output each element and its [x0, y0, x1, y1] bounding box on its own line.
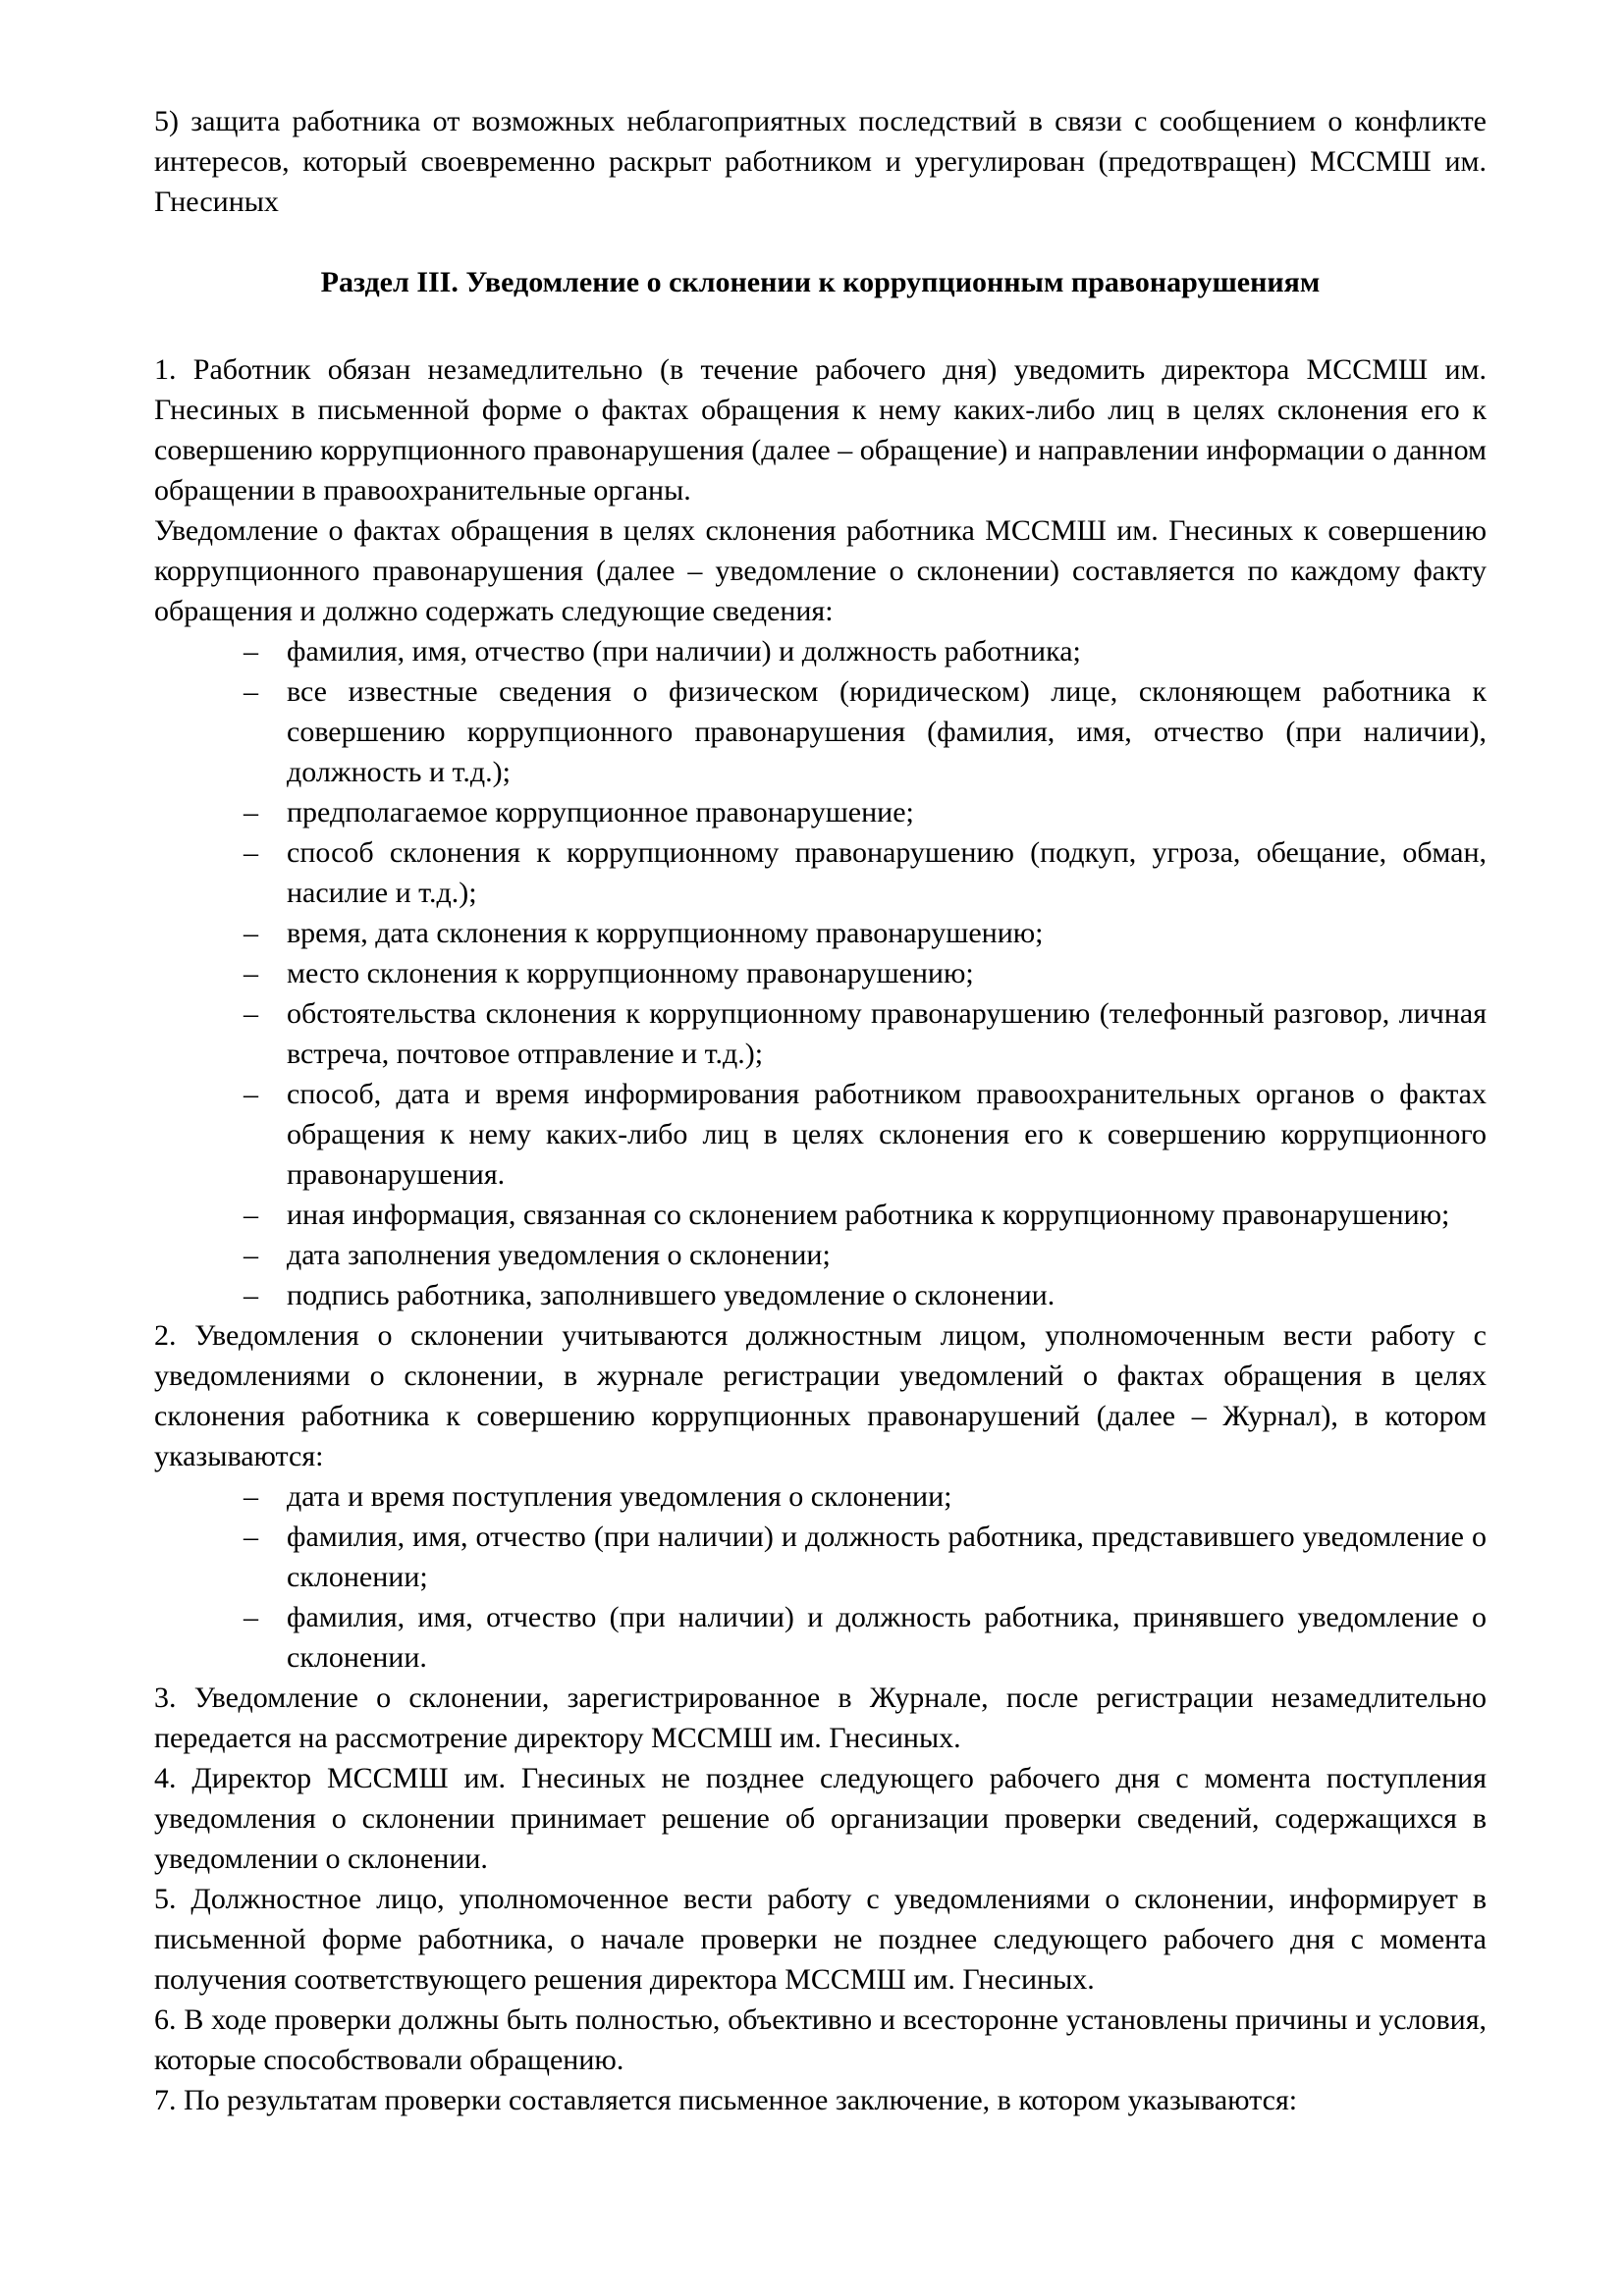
journal-details-list	[154, 1476, 1487, 1678]
list-item-text: предполагаемое коррупционное правонарушение;	[287, 796, 914, 828]
intro-paragraph: 5) защита работника от возможных неблагоприятных последствий в связи с сообщением о конфликте интересов, который своевременно раскрыт работником и урегулирован (предотвращен) МССМШ им. Гнесиных	[154, 105, 1487, 218]
document-body	[154, 101, 1487, 2120]
paragraph-4: 4. Директор МССМШ им. Гнесиных не позднее следующего рабочего дня с момента поступления уведомления о склонении принимает решение об организации проверки сведений, содержащихся в уведомлении о склонении.	[154, 1762, 1487, 1875]
list-item	[154, 1235, 1487, 1275]
list-item	[154, 1517, 1487, 1597]
paragraph-1: 1. Работник обязан незамедлительно (в течение рабочего дня) уведомить директора МССМШ им. Гнесиных в письменной форме о фактах обращения к нему каких-либо лиц в целях склонения его к совершению коррупционного правонарушения (далее – обращение) и направлении информации о данном обращении в правоохранительные органы.	[154, 353, 1487, 507]
list-item-text: дата заполнения уведомления о склонении;	[287, 1239, 831, 1271]
list-item	[154, 1597, 1487, 1678]
list-item	[154, 953, 1487, 993]
section-heading: Раздел III. Уведомление о склонении к коррупционным правонарушениям	[320, 266, 1321, 298]
dash-bullet: –	[244, 675, 258, 708]
dash-bullet: –	[244, 997, 258, 1030]
list-item	[154, 832, 1487, 913]
dash-bullet: –	[244, 1480, 258, 1513]
list-item-text: подпись работника, заполнившего уведомление о склонении.	[287, 1279, 1056, 1311]
paragraph-7: 7. По результатам проверки составляется письменное заключение, в котором указываются:	[154, 2084, 1298, 2116]
list-item	[154, 631, 1487, 671]
list-item-text: фамилия, имя, отчество (при наличии) и должность работника;	[287, 635, 1081, 667]
list-item	[154, 1195, 1487, 1235]
list-item-text: фамилия, имя, отчество (при наличии) и должность работника, принявшего уведомление о склонении.	[287, 1601, 1487, 1674]
list-item	[154, 1275, 1487, 1315]
list-item-text: обстоятельства склонения к коррупционному правонарушению (телефонный разговор, личная встреча, почтовое отправление и т.д.);	[287, 997, 1487, 1070]
list-item-text: способ склонения к коррупционному правонарушению (подкуп, угроза, обещание, обман, насилие и т.д.);	[287, 836, 1487, 909]
dash-bullet: –	[244, 1078, 258, 1110]
dash-bullet: –	[244, 1199, 258, 1231]
list-item	[154, 993, 1487, 1074]
list-item	[154, 1074, 1487, 1195]
dash-bullet: –	[244, 957, 258, 989]
dash-bullet: –	[244, 635, 258, 667]
paragraph-3: 3. Уведомление о склонении, зарегистрированное в Журнале, после регистрации незамедлительно передается на рассмотрение директору МССМШ им. Гнесиных.	[154, 1682, 1487, 1754]
list-item-text: место склонения к коррупционному правонарушению;	[287, 957, 974, 989]
dash-bullet: –	[244, 796, 258, 828]
list-item-text: все известные сведения о физическом (юридическом) лице, склоняющем работника к совершению коррупционного правонарушения (фамилия, имя, отчество (при наличии), должность и т.д.);	[287, 675, 1487, 788]
list-item-text: дата и время поступления уведомления о склонении;	[287, 1480, 952, 1513]
list-item-text: фамилия, имя, отчество (при наличии) и должность работника, представившего уведомление о склонении;	[287, 1521, 1487, 1593]
list-item	[154, 792, 1487, 832]
notification-details-list	[154, 631, 1487, 1315]
list-item-text: способ, дата и время информирования работником правоохранительных органов о фактах обращения к нему каких-либо лиц в целях склонения его к совершению коррупционного правонарушения.	[287, 1078, 1487, 1191]
dash-bullet: –	[244, 1279, 258, 1311]
list-item-text: иная информация, связанная со склонением работника к коррупционному правонарушению;	[287, 1199, 1450, 1231]
paragraph-1b: Уведомление о фактах обращения в целях склонения работника МССМШ им. Гнесиных к совершению коррупционного правонарушения (далее – уведомление о склонении) составляется по каждому факту обращения и должно содержать следующие сведения:	[154, 514, 1487, 627]
dash-bullet: –	[244, 1601, 258, 1633]
dash-bullet: –	[244, 1521, 258, 1553]
paragraph-2: 2. Уведомления о склонении учитываются должностным лицом, уполномоченным вести работу с уведомлениями о склонении, в журнале регистрации уведомлений о фактах обращения в целях склонения работника к совершению коррупционных правонарушений (далее – Журнал), в котором указываются:	[154, 1319, 1487, 1472]
list-item	[154, 913, 1487, 953]
paragraph-6: 6. В ходе проверки должны быть полностью, объективно и всесторонне установлены причины и условия, которые способствовали обращению.	[154, 2003, 1487, 2076]
list-item	[154, 1476, 1487, 1517]
list-item-text: время, дата склонения к коррупционному правонарушению;	[287, 917, 1044, 949]
dash-bullet: –	[244, 836, 258, 869]
dash-bullet: –	[244, 917, 258, 949]
paragraph-5: 5. Должностное лицо, уполномоченное вести работу с уведомлениями о склонении, информирует в письменной форме работника, о начале проверки не позднее следующего рабочего дня с момента получения соответствующего решения директора МССМШ им. Гнесиных.	[154, 1883, 1487, 1996]
list-item	[154, 671, 1487, 792]
dash-bullet: –	[244, 1239, 258, 1271]
